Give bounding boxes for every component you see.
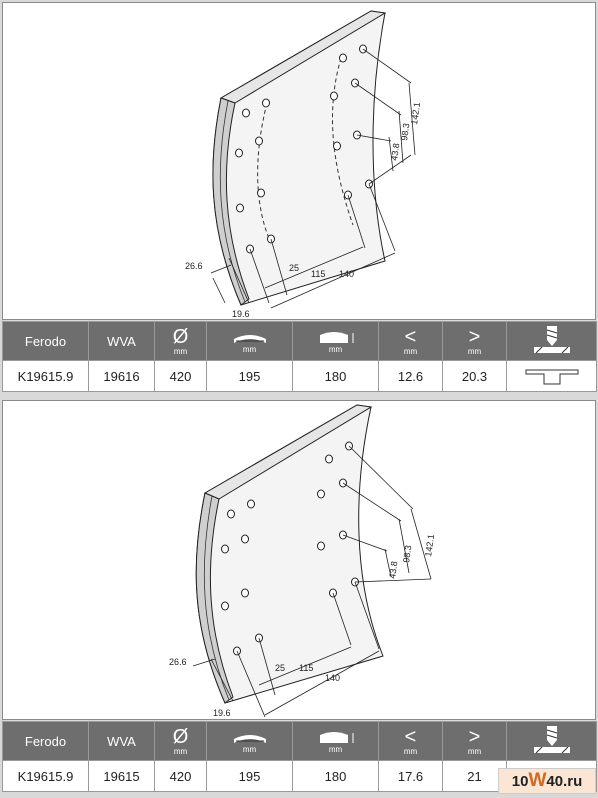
- header-diameter: Ø mm: [155, 722, 207, 761]
- rivet-drill-icon: [532, 725, 572, 755]
- cell-rivet: [507, 361, 597, 392]
- dim-label: 115: [299, 663, 314, 673]
- drawing-panel-2: [2, 400, 596, 720]
- diameter-icon: Ø: [172, 325, 189, 348]
- dim-label: 25: [289, 263, 300, 273]
- header-diameter: Ø mm: [155, 322, 207, 361]
- brake-shoe-drawing-1: [3, 3, 596, 320]
- greater-than-icon: >: [468, 725, 481, 748]
- cell-thickness: 180: [293, 361, 379, 392]
- shoe-thickness-icon: [316, 329, 356, 345]
- rivet-profile-icon: [522, 364, 582, 386]
- cell-ferodo: K19615.9: [3, 761, 89, 792]
- header-max: > mm: [443, 322, 507, 361]
- header-rivet: [507, 722, 597, 761]
- less-than-icon: <: [404, 325, 417, 348]
- cell-width: 195: [207, 761, 293, 792]
- cell-diameter: 420: [155, 361, 207, 392]
- shoe-thickness-icon: [316, 729, 356, 745]
- cell-wva: 19615: [89, 761, 155, 792]
- header-max: > mm: [443, 722, 507, 761]
- header-thickness: mm: [293, 722, 379, 761]
- rivet-drill-icon: [532, 325, 572, 355]
- diameter-icon: Ø: [172, 725, 189, 748]
- header-thickness: mm: [293, 322, 379, 361]
- header-ferodo: Ferodo: [3, 722, 89, 761]
- header-wva: WVA: [89, 322, 155, 361]
- header-wva: WVA: [89, 722, 155, 761]
- greater-than-icon: >: [468, 325, 481, 348]
- drawing-panel-1: [2, 2, 596, 320]
- brake-shoe-drawing-2: [3, 401, 596, 720]
- header-ferodo: Ferodo: [3, 322, 89, 361]
- dim-label: 26.6: [185, 261, 203, 271]
- dim-label: 140: [339, 269, 355, 279]
- dim-label: 19.6: [232, 309, 250, 319]
- dim-label: 26.6: [169, 657, 187, 667]
- dim-label: 25: [275, 663, 286, 673]
- site-watermark-logo: 10 W 40.ru: [498, 768, 596, 794]
- cell-width: 195: [207, 361, 293, 392]
- cell-max: 21: [443, 761, 507, 792]
- header-min: < mm: [379, 322, 443, 361]
- dim-label: 142.1: [409, 101, 423, 126]
- header-rivet: [507, 322, 597, 361]
- dim-label: 115: [311, 269, 326, 279]
- dim-label: 142.1: [423, 533, 437, 558]
- cell-diameter: 420: [155, 761, 207, 792]
- cell-min: 12.6: [379, 361, 443, 392]
- cell-wva: 19616: [89, 361, 155, 392]
- header-width: mm: [207, 722, 293, 761]
- cell-max: 20.3: [443, 361, 507, 392]
- dim-label: 98.3: [401, 544, 414, 564]
- shoe-width-icon: [230, 729, 270, 745]
- cell-ferodo: K19615.9: [3, 361, 89, 392]
- dim-label: 98.3: [399, 122, 412, 142]
- header-width: mm: [207, 322, 293, 361]
- dim-label: 43.8: [389, 142, 402, 162]
- shoe-width-icon: [230, 329, 270, 345]
- cell-min: 17.6: [379, 761, 443, 792]
- header-min: < mm: [379, 722, 443, 761]
- dim-label: 43.8: [387, 560, 400, 580]
- cell-thickness: 180: [293, 761, 379, 792]
- dim-label: 140: [325, 673, 341, 683]
- dim-label: 19.6: [213, 708, 231, 718]
- spec-table-1: [2, 321, 597, 392]
- less-than-icon: <: [404, 725, 417, 748]
